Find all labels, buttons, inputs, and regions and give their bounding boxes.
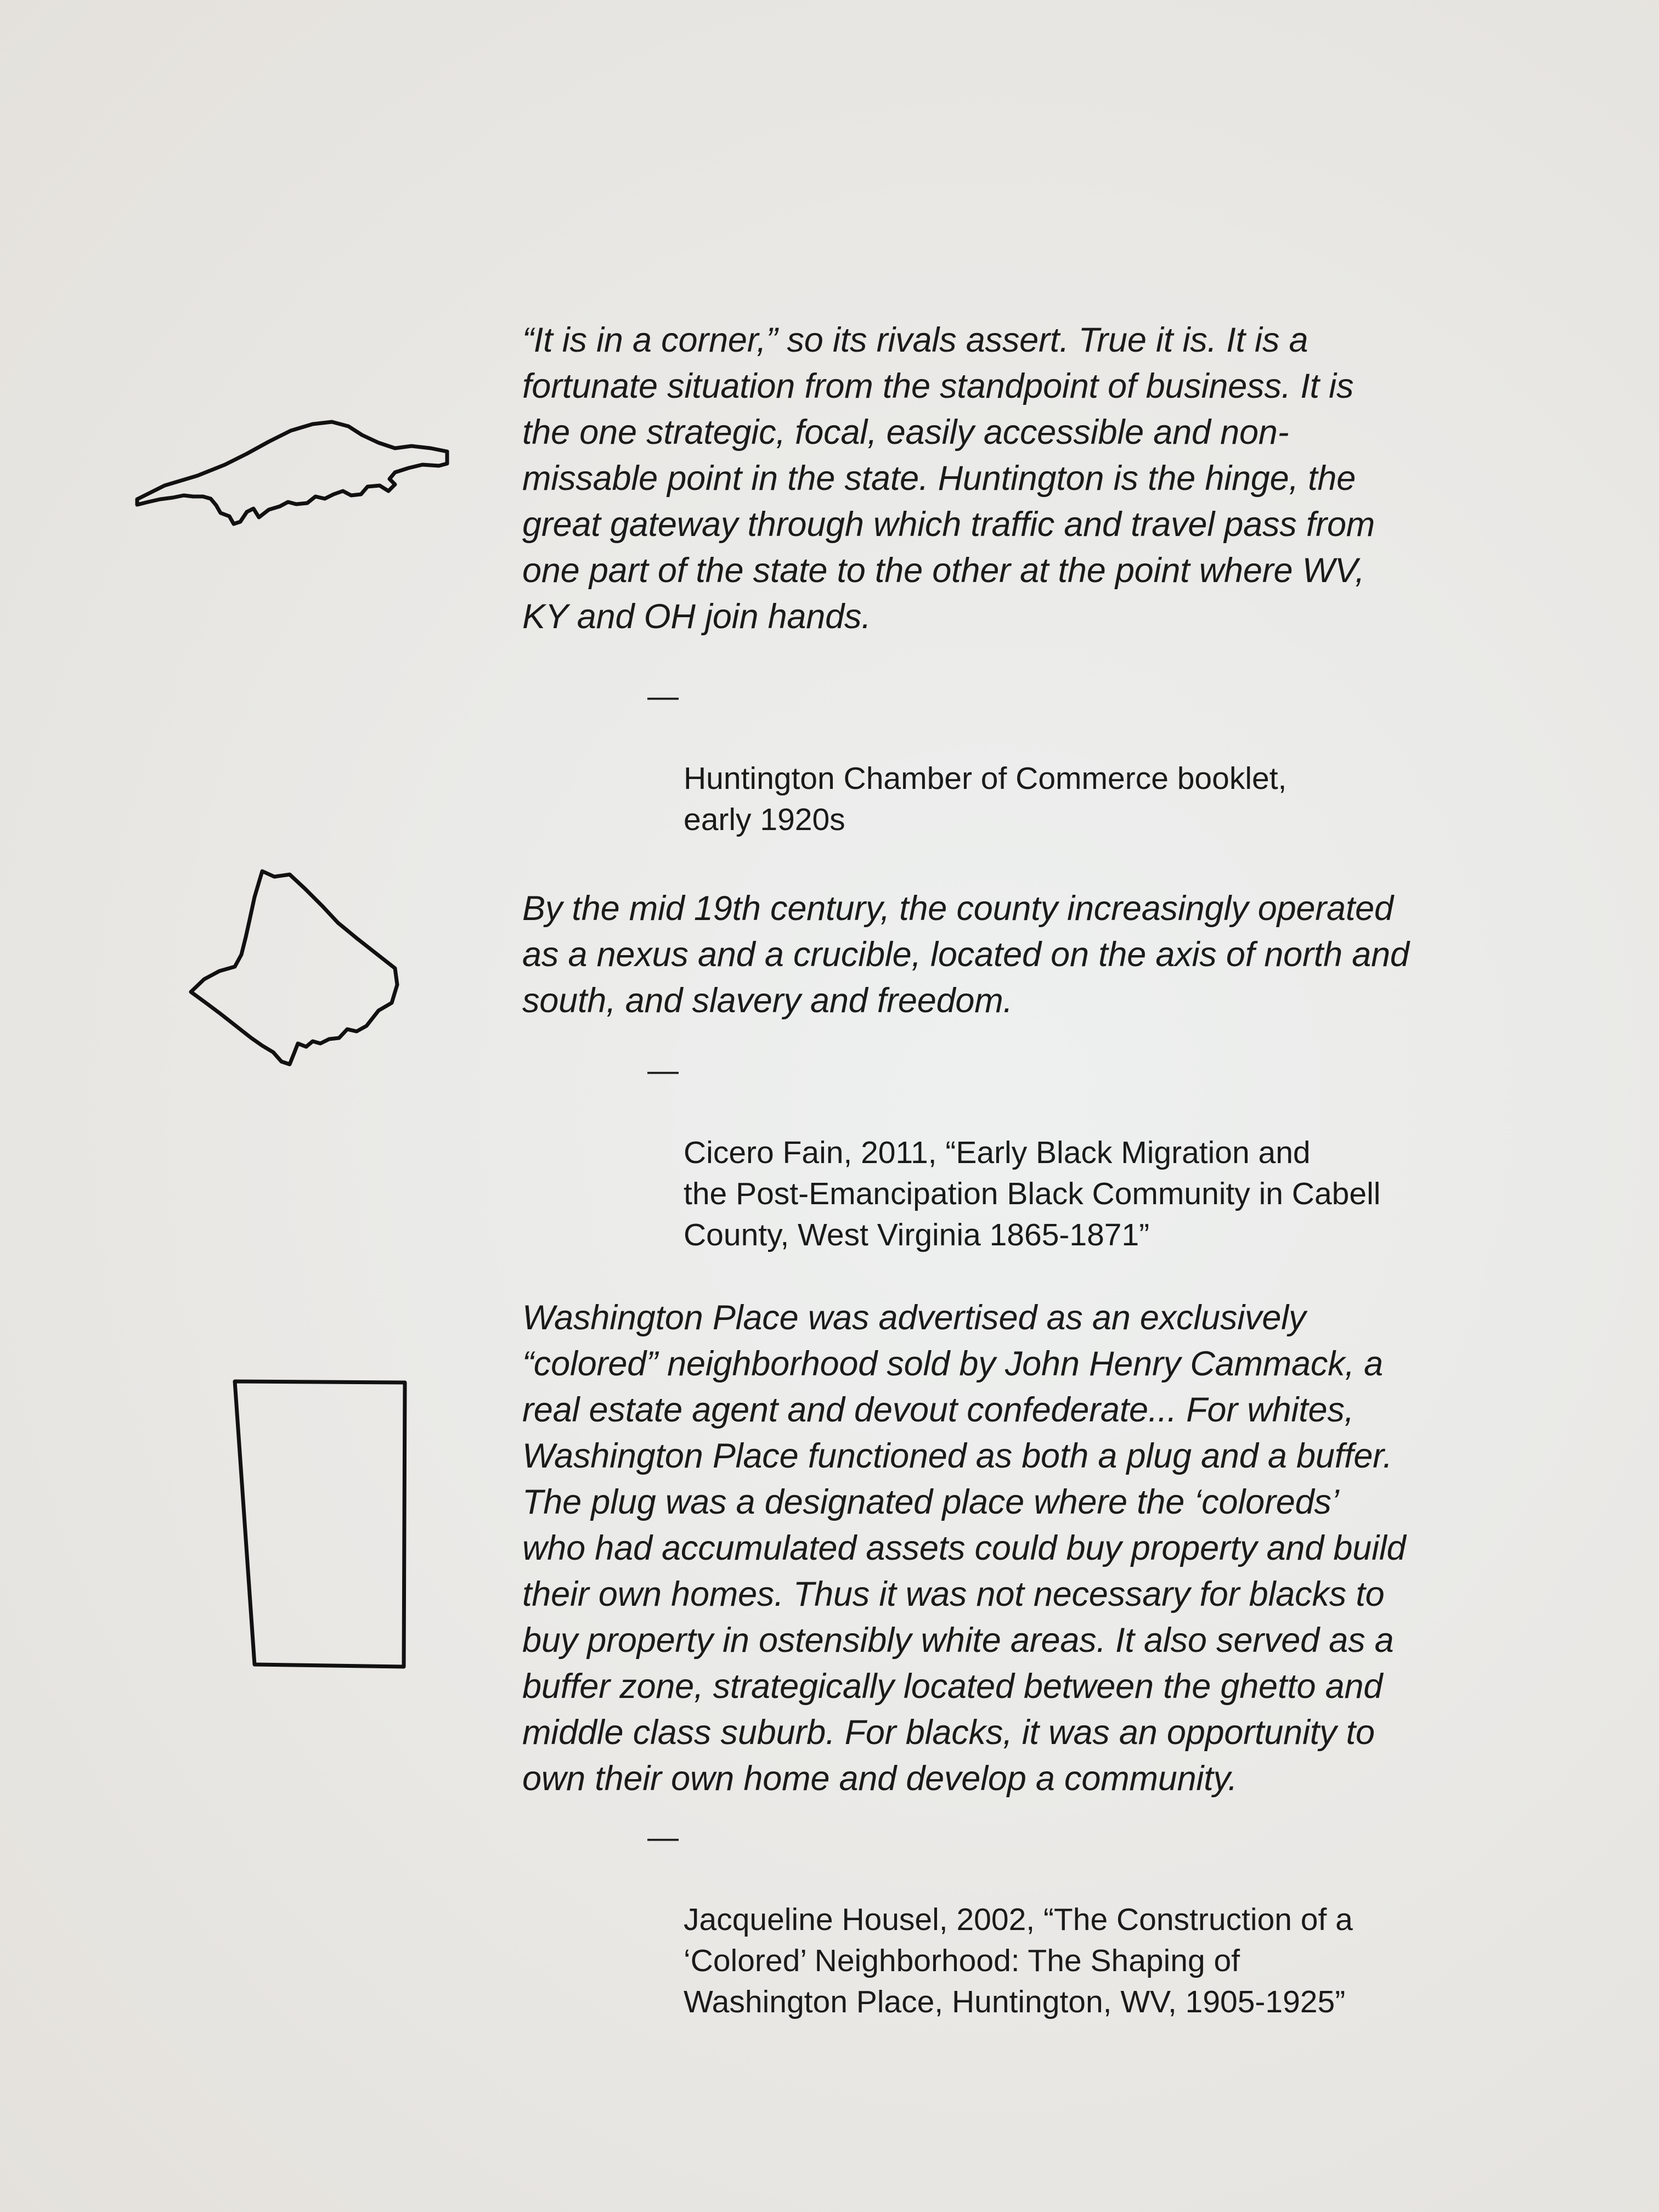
cabell-county-outline-icon <box>185 867 399 1070</box>
west-virginia-outline-icon <box>132 414 450 529</box>
attribution-1-text: Huntington Chamber of Commerce booklet, early 1920s <box>684 761 1287 837</box>
attribution-2 <box>647 1050 1536 1297</box>
em-dash: — <box>647 679 679 714</box>
attribution-3 <box>647 1817 1536 2064</box>
em-dash: — <box>647 1820 679 1855</box>
quote-3: Washington Place was advertised as an exclusively “colored” neighborhood sold by John Henry Cammack, a real estate agent and devout confederate... For whites, Washington Place functioned as both a plug and a buffer. The plug was a designated place where the ‘coloreds’ who had accumulated assets could buy property and build their own homes. Thus it was not necessary for blacks to buy property in ostensibly white areas. It also served as a buffer zone, strategically located between the ghetto and middle class suburb. For blacks, it was an opportunity to own their own home and develop a community. <box>522 1299 1406 1798</box>
attribution-2-text: Cicero Fain, 2011, “Early Black Migration and the Post-Emancipation Black Community in Cabell County, West Virginia 1865-1871” <box>684 1135 1381 1252</box>
attribution-1 <box>647 676 1536 882</box>
quote-2: By the mid 19th century, the county increasingly operated as a nexus and a crucible, located on the axis of north and south, and slavery and freedom. <box>522 889 1409 1020</box>
attribution-3-text: Jacqueline Housel, 2002, “The Construction of a ‘Colored’ Neighborhood: The Shaping of Washington Place, Huntington, WV, 1905-1925” <box>684 1902 1353 2019</box>
em-dash: — <box>647 1053 679 1088</box>
washington-place-outline-icon <box>229 1376 410 1672</box>
quote-1: “It is in a corner,” so its rivals assert. True it is. It is a fortunate situation from the standpoint of business. It is the one strategic, focal, easily accessible and non- missable point in the state. Huntington is the hinge, the great gateway through which traffic and travel pass from one part of the state to the other at the point where WV, KY and OH join hands. <box>522 321 1375 636</box>
